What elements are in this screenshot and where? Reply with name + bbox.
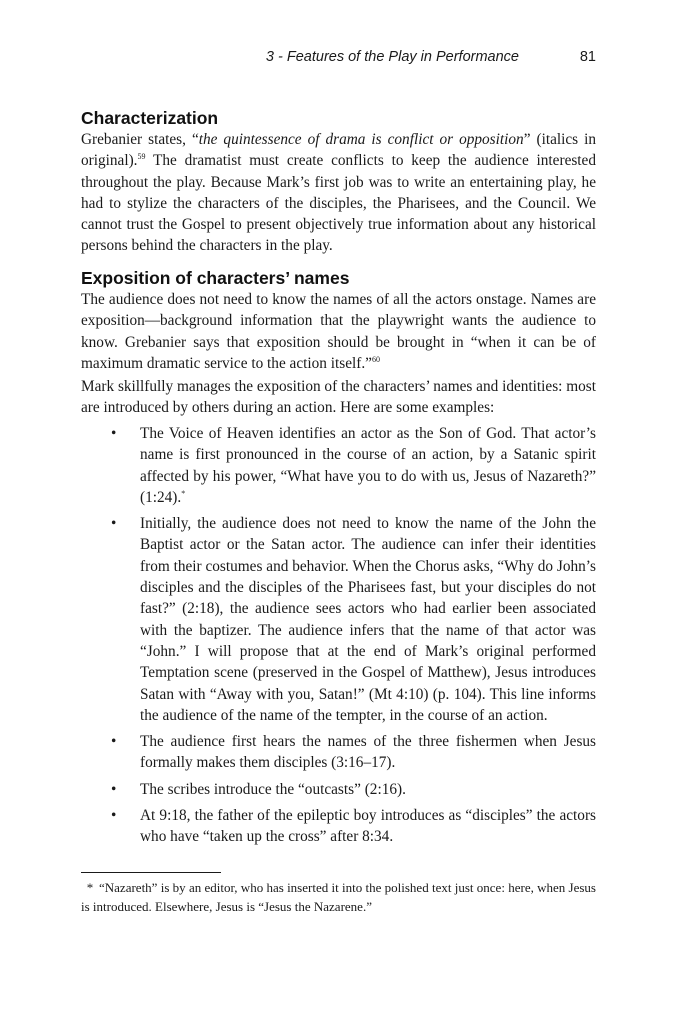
list-item [81,779,596,800]
footnote-ref[interactable]: * [181,488,186,498]
paragraph-exposition-2: Mark skillfully manages the exposition of the characters’ names and identities: most are introduced by others during an action. Here are some examples: [81,378,596,417]
endnote-ref-60[interactable]: 60 [371,354,380,364]
footnote [81,879,596,916]
list-item [81,423,596,508]
footnote-marker: * [86,880,94,895]
bullet-icon: • [111,515,117,533]
italic-quote: the quintessence of drama is conflict or opposition [198,131,524,148]
footnote-divider [81,872,221,873]
bullet-icon: • [111,425,117,442]
bullet-icon: • [111,780,117,798]
footnote-text: “Nazareth” is by an editor, who has inserted it into the polished text just once: here, when Jesus is introduced. Elsewhere, Jesus is “Jesus the Nazarene.” [81,880,596,914]
list-item-text: Initially, the audience does not need to know the name of the John the Baptist actor or the Satan actor. The audience can infer their identities from their costumes and behavior. When the Chorus asks, “Why do John’s disciples and the disciples of the Pharisees fast, but your disciples do not fast?” (2:18), the audience sees actors who had earlier been associated with the baptizer. The audience infers that the name of that actor was “John.” I will propose that at the end of Mark’s original performed Temptation scene (preserved in the Gospel of Matthew), Jesus introduces Satan with “Away with you, Satan!” (Mt 4:10) (p. 104). This line informs the audience of the name of the tempter, in the course of an action. [140,515,596,724]
list-item-text: The Voice of Heaven identifies an actor as the Son of God. That actor’s name is first pronounced in the course of an action, by a Satanic spirit affected by his power, “What have you to do with us, Jesus of Nazareth?” (1:24). [140,425,596,506]
list-item-text: The audience first hears the names of the three fishermen when Jesus formally makes them disciples (3:16–17). [140,733,596,772]
list-item-text: At 9:18, the father of the epileptic boy introduces as “disciples” the actors who have “taken up the cross” after 8:34. [140,807,596,846]
page-number: 81 [579,49,596,65]
paragraph-exposition-1 [81,289,596,374]
heading-exposition: Exposition of characters’ names [81,268,350,288]
list-item-text: The scribes introduce the “outcasts” (2:16). [140,780,406,798]
examples-list [81,423,596,853]
paragraph-characterization [81,129,596,257]
bullet-icon: • [111,733,117,751]
book-page [81,0,596,1024]
endnote-ref-59[interactable]: 59 [137,152,146,162]
text-span: The dramatist must create conflicts to keep the audience interested throughout the play. Because Mark’s first job was to write an entertaining play, he had to stylize the characters of the disciples, the Pharisees, and the Council. We cannot trust the Gospel to present objectively true information about any historical persons behind the characters in the play. [81,152,596,255]
list-item [81,805,596,848]
list-item [81,513,596,726]
heading-characterization: Characterization [81,108,219,128]
list-item [81,731,596,774]
text-span: Grebanier states, “ [81,131,199,148]
running-header [81,49,596,71]
text-span: ” (italics in original). [81,131,596,170]
bullet-icon: • [111,807,117,825]
text-span: The audience does not need to know the names of all the actors onstage. Names are exposition—background information that the playwright wants the audience to know. Grebanier says that exposition should be brought in “when it can be of maximum dramatic service to the action itself.” [81,291,596,372]
running-title: 3 - Features of the Play in Performance [265,49,519,65]
